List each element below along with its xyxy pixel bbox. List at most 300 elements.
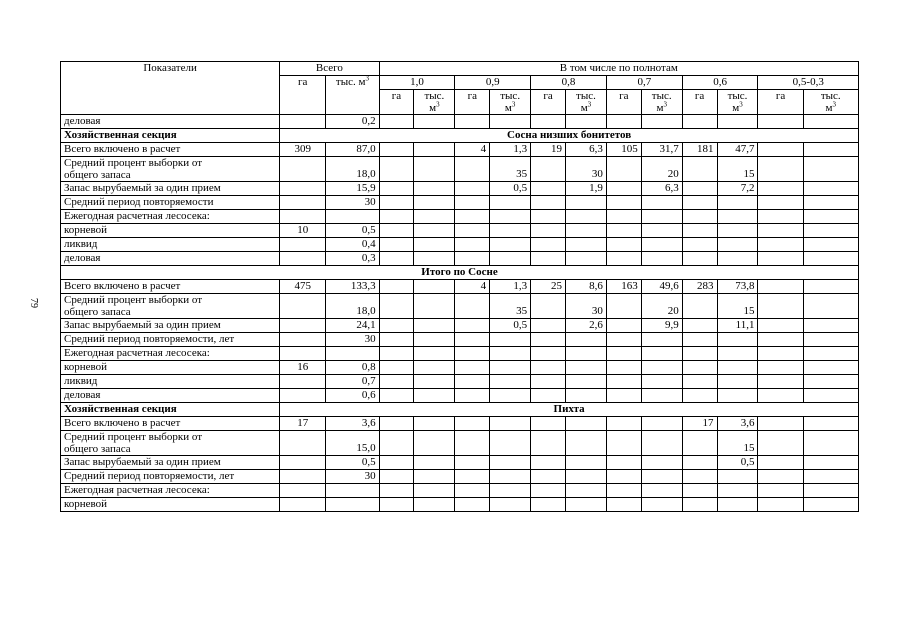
table-cell <box>641 210 682 224</box>
table-cell: 6,3 <box>565 143 606 157</box>
table-row <box>61 157 859 182</box>
table-cell: 15 <box>717 294 758 319</box>
table-cell: 3,6 <box>717 417 758 431</box>
table-cell: 20 <box>641 157 682 182</box>
table-cell <box>682 157 717 182</box>
unit-sup: 3 <box>436 100 440 109</box>
header-total-volume <box>326 76 379 115</box>
table-cell <box>682 182 717 196</box>
unit-m: м <box>732 102 740 114</box>
table-cell <box>379 498 414 512</box>
table-cell <box>606 431 641 456</box>
table-row <box>61 456 859 470</box>
table-cell <box>280 157 326 182</box>
table-cell <box>490 115 531 129</box>
table-cell <box>531 375 566 389</box>
table-cell <box>565 375 606 389</box>
row-label-line-2: общего запаса <box>64 169 131 181</box>
table-cell: 30 <box>326 333 379 347</box>
table-cell <box>379 294 414 319</box>
table-cell <box>414 361 455 375</box>
table-cell: 17 <box>280 417 326 431</box>
row-label: деловая <box>61 115 280 129</box>
table-cell: 17 <box>682 417 717 431</box>
table-cell <box>490 224 531 238</box>
density-header: 0,7 <box>606 76 682 90</box>
row-label-line-1: Средний процент выборки от <box>64 294 203 306</box>
table-cell <box>531 294 566 319</box>
table-cell <box>565 431 606 456</box>
table-cell <box>606 417 641 431</box>
table-cell <box>758 375 803 389</box>
row-label: Запас вырубаемый за один прием <box>61 456 280 470</box>
table-cell <box>455 431 490 456</box>
table-cell <box>531 224 566 238</box>
table-cell <box>455 375 490 389</box>
table-cell <box>379 470 414 484</box>
table-cell <box>641 347 682 361</box>
table-cell <box>803 210 858 224</box>
table-cell <box>641 196 682 210</box>
table-cell <box>379 417 414 431</box>
table-cell <box>280 484 326 498</box>
table-row <box>61 470 859 484</box>
row-label: Запас вырубаемый за один прием <box>61 319 280 333</box>
table-cell: 3,6 <box>326 417 379 431</box>
table-cell <box>379 319 414 333</box>
table-cell <box>606 224 641 238</box>
table-cell: 19 <box>531 143 566 157</box>
unit-m: м <box>504 102 512 114</box>
table-cell <box>490 417 531 431</box>
table-row <box>61 403 859 417</box>
table-cell <box>565 456 606 470</box>
unit-m: м <box>656 102 664 114</box>
table-cell <box>641 224 682 238</box>
table-cell <box>379 143 414 157</box>
density-header: 0,9 <box>455 76 531 90</box>
table-cell <box>717 252 758 266</box>
table-cell <box>606 389 641 403</box>
table-cell <box>565 210 606 224</box>
table-cell: 1,3 <box>490 143 531 157</box>
table-cell <box>565 417 606 431</box>
table-cell: 16 <box>280 361 326 375</box>
table-cell <box>682 484 717 498</box>
table-cell <box>455 157 490 182</box>
table-cell <box>606 319 641 333</box>
row-label: ликвид <box>61 238 280 252</box>
table-cell <box>803 456 858 470</box>
table-cell <box>531 252 566 266</box>
table-cell <box>803 238 858 252</box>
table-cell <box>455 238 490 252</box>
density-header: 0,5-0,3 <box>758 76 859 90</box>
unit-ha-header: га <box>531 90 566 115</box>
table-row <box>61 252 859 266</box>
table-cell <box>717 115 758 129</box>
table-cell <box>682 115 717 129</box>
table-cell <box>717 196 758 210</box>
table-cell <box>531 498 566 512</box>
unit-ha-header: га <box>455 90 490 115</box>
table-cell: 163 <box>606 280 641 294</box>
table-cell <box>758 484 803 498</box>
table-cell <box>758 210 803 224</box>
table-cell: 18,0 <box>326 294 379 319</box>
table-cell <box>682 470 717 484</box>
table-row <box>61 361 859 375</box>
table-row <box>61 375 859 389</box>
table-cell <box>414 456 455 470</box>
table-cell <box>565 333 606 347</box>
unit-thous-short: тыс. <box>727 90 748 102</box>
table-cell <box>414 498 455 512</box>
table-cell <box>490 431 531 456</box>
table-cell: 0,6 <box>326 389 379 403</box>
table-cell <box>490 238 531 252</box>
table-row <box>61 347 859 361</box>
unit-ha-header: га <box>606 90 641 115</box>
table-cell <box>490 470 531 484</box>
table-cell <box>531 456 566 470</box>
row-label: корневой <box>61 361 280 375</box>
table-cell <box>280 498 326 512</box>
table-cell <box>606 498 641 512</box>
table-cell <box>758 238 803 252</box>
table-cell <box>758 182 803 196</box>
table-cell <box>414 210 455 224</box>
table-cell <box>280 333 326 347</box>
table-cell: 1,9 <box>565 182 606 196</box>
table-cell <box>682 498 717 512</box>
table-cell <box>606 115 641 129</box>
table-cell <box>803 143 858 157</box>
table-cell <box>565 470 606 484</box>
table-cell <box>280 389 326 403</box>
table-cell <box>414 417 455 431</box>
table-cell <box>326 347 379 361</box>
table-cell <box>490 210 531 224</box>
table-cell <box>455 389 490 403</box>
table-cell <box>758 333 803 347</box>
table-cell <box>455 196 490 210</box>
table-cell: 49,6 <box>641 280 682 294</box>
table-row <box>61 266 859 280</box>
row-label: Хозяйственная секция <box>61 403 280 417</box>
table-cell <box>803 347 858 361</box>
table-cell <box>758 196 803 210</box>
table-row <box>61 484 859 498</box>
table-cell <box>758 431 803 456</box>
table-row <box>61 417 859 431</box>
table-cell <box>326 498 379 512</box>
table-cell <box>455 294 490 319</box>
table-cell: 31,7 <box>641 143 682 157</box>
table-cell <box>641 456 682 470</box>
row-label: Ежегодная расчетная лесосека: <box>61 210 280 224</box>
table-cell <box>803 417 858 431</box>
table-row <box>61 294 859 319</box>
table-cell: 87,0 <box>326 143 379 157</box>
table-cell <box>803 252 858 266</box>
table-cell <box>717 470 758 484</box>
table-cell <box>414 470 455 484</box>
table-cell <box>565 115 606 129</box>
table-cell: 4 <box>455 280 490 294</box>
table-cell <box>490 333 531 347</box>
unit-ha-header: га <box>379 90 414 115</box>
table-cell <box>606 347 641 361</box>
unit-m3 <box>645 102 679 114</box>
table-cell <box>606 182 641 196</box>
table-cell <box>682 431 717 456</box>
table-cell <box>280 456 326 470</box>
table-cell <box>455 347 490 361</box>
unit-m3 <box>807 102 855 114</box>
header-indicators: Показатели <box>61 62 280 115</box>
table-cell <box>379 182 414 196</box>
table-cell: 0,7 <box>326 375 379 389</box>
table-cell <box>414 157 455 182</box>
table-cell <box>414 375 455 389</box>
row-label <box>61 294 280 319</box>
table-cell <box>565 498 606 512</box>
table-row <box>61 210 859 224</box>
table-cell <box>490 456 531 470</box>
table-cell: 283 <box>682 280 717 294</box>
table-row <box>61 182 859 196</box>
table-cell <box>531 333 566 347</box>
table-cell <box>606 252 641 266</box>
table-cell <box>606 484 641 498</box>
table-cell <box>490 252 531 266</box>
table-cell <box>414 484 455 498</box>
table-cell <box>641 252 682 266</box>
section-title: Пихта <box>280 403 859 417</box>
table-cell <box>379 238 414 252</box>
table-cell <box>379 347 414 361</box>
table-row <box>61 389 859 403</box>
table-cell <box>803 333 858 347</box>
table-cell: 8,6 <box>565 280 606 294</box>
table-cell <box>531 196 566 210</box>
table-cell <box>280 182 326 196</box>
table-cell <box>803 196 858 210</box>
table-row <box>61 431 859 456</box>
table-cell <box>565 252 606 266</box>
table-cell <box>717 389 758 403</box>
table-cell <box>280 319 326 333</box>
table-cell <box>758 470 803 484</box>
table-cell <box>758 280 803 294</box>
table-cell <box>280 347 326 361</box>
table-cell <box>682 196 717 210</box>
table-cell: 73,8 <box>717 280 758 294</box>
table-cell: 0,4 <box>326 238 379 252</box>
row-label: корневой <box>61 224 280 238</box>
table-row <box>61 196 859 210</box>
row-label <box>61 157 280 182</box>
row-label: Всего включено в расчет <box>61 280 280 294</box>
table-cell <box>379 375 414 389</box>
table-cell <box>280 252 326 266</box>
table-cell <box>606 333 641 347</box>
table-cell <box>326 484 379 498</box>
table-cell: 15,0 <box>326 431 379 456</box>
density-header: 0,8 <box>531 76 607 90</box>
table-cell: 35 <box>490 157 531 182</box>
table-cell <box>455 470 490 484</box>
table-cell <box>414 252 455 266</box>
table-cell <box>641 375 682 389</box>
table-cell <box>641 498 682 512</box>
table-cell <box>803 498 858 512</box>
unit-m3 <box>493 102 527 114</box>
table-cell: 0,8 <box>326 361 379 375</box>
table-cell: 7,2 <box>717 182 758 196</box>
unit-volume-header <box>717 90 758 115</box>
table-row <box>61 498 859 512</box>
total-title: Итого по Сосне <box>61 266 859 280</box>
table-row <box>61 115 859 129</box>
table-cell <box>379 157 414 182</box>
table-cell <box>455 252 490 266</box>
table-cell <box>280 470 326 484</box>
row-label <box>61 431 280 456</box>
unit-ha-header: га <box>758 90 803 115</box>
table-cell <box>803 224 858 238</box>
table-cell <box>758 319 803 333</box>
table-cell <box>803 470 858 484</box>
table-cell <box>379 333 414 347</box>
row-label-line-1: Средний процент выборки от <box>64 431 203 443</box>
table-cell <box>758 347 803 361</box>
header-total-ha: га <box>280 76 326 115</box>
header-including: В том числе по полнотам <box>379 62 858 76</box>
table-cell <box>531 157 566 182</box>
table-cell <box>682 294 717 319</box>
unit-thous-short: тыс. <box>500 90 521 102</box>
table-cell <box>606 361 641 375</box>
table-cell <box>803 115 858 129</box>
table-cell <box>682 361 717 375</box>
unit-ha-header: га <box>682 90 717 115</box>
table-cell <box>379 431 414 456</box>
table-row <box>61 224 859 238</box>
table-cell <box>531 182 566 196</box>
table-cell <box>414 294 455 319</box>
table-cell <box>455 417 490 431</box>
forest-data-table <box>60 61 859 512</box>
table-cell: 30 <box>565 294 606 319</box>
table-cell: 10 <box>280 224 326 238</box>
table-cell <box>414 347 455 361</box>
table-cell <box>606 238 641 252</box>
unit-volume-header <box>803 90 858 115</box>
table-cell: 15 <box>717 431 758 456</box>
table-cell <box>758 417 803 431</box>
table-cell <box>606 470 641 484</box>
table-cell <box>717 361 758 375</box>
table-cell <box>758 498 803 512</box>
table-cell <box>803 319 858 333</box>
row-label: Всего включено в расчет <box>61 417 280 431</box>
table-cell <box>803 375 858 389</box>
table-cell <box>455 115 490 129</box>
table-cell <box>565 347 606 361</box>
table-cell <box>717 347 758 361</box>
table-cell: 0,5 <box>326 456 379 470</box>
table-cell <box>379 456 414 470</box>
table-cell <box>803 280 858 294</box>
unit-thous-short: тыс. <box>576 90 596 102</box>
table-cell <box>455 361 490 375</box>
table-cell <box>414 389 455 403</box>
page-number: 79 <box>28 298 39 308</box>
table-cell <box>379 389 414 403</box>
table-cell <box>280 431 326 456</box>
table-cell <box>758 143 803 157</box>
row-label: Ежегодная расчетная лесосека: <box>61 484 280 498</box>
table-cell <box>606 157 641 182</box>
table-cell <box>490 196 531 210</box>
unit-m3 <box>569 102 603 114</box>
table-cell <box>280 196 326 210</box>
table-cell <box>490 498 531 512</box>
table-row <box>61 238 859 252</box>
unit-thous-short: тыс. <box>424 90 445 102</box>
table-cell <box>717 238 758 252</box>
table-cell <box>414 224 455 238</box>
table-cell <box>326 210 379 224</box>
table-cell <box>531 431 566 456</box>
table-cell <box>641 238 682 252</box>
table-row <box>61 280 859 294</box>
table-cell <box>379 115 414 129</box>
table-cell: 25 <box>531 280 566 294</box>
table-row <box>61 143 859 157</box>
table-cell <box>758 224 803 238</box>
table-cell <box>455 456 490 470</box>
table-cell <box>490 484 531 498</box>
table-cell <box>682 210 717 224</box>
table-cell: 105 <box>606 143 641 157</box>
table-cell <box>803 182 858 196</box>
table-cell <box>758 361 803 375</box>
table-cell <box>455 319 490 333</box>
table-cell <box>682 319 717 333</box>
table-cell <box>606 375 641 389</box>
table-cell <box>455 333 490 347</box>
density-header: 0,6 <box>682 76 758 90</box>
table-cell: 0,5 <box>490 182 531 196</box>
table-cell: 2,6 <box>565 319 606 333</box>
unit-volume-header <box>490 90 531 115</box>
table-cell <box>455 210 490 224</box>
unit-m: м <box>825 102 833 114</box>
unit-thous: тыс. м <box>335 76 366 88</box>
table-cell <box>490 375 531 389</box>
table-cell: 181 <box>682 143 717 157</box>
unit-sup: 3 <box>587 100 592 109</box>
table-cell <box>758 456 803 470</box>
table-cell <box>717 210 758 224</box>
unit-sup: 3 <box>832 100 836 109</box>
table-cell <box>682 224 717 238</box>
table-cell: 0,5 <box>490 319 531 333</box>
unit-sup: 3 <box>663 100 667 109</box>
